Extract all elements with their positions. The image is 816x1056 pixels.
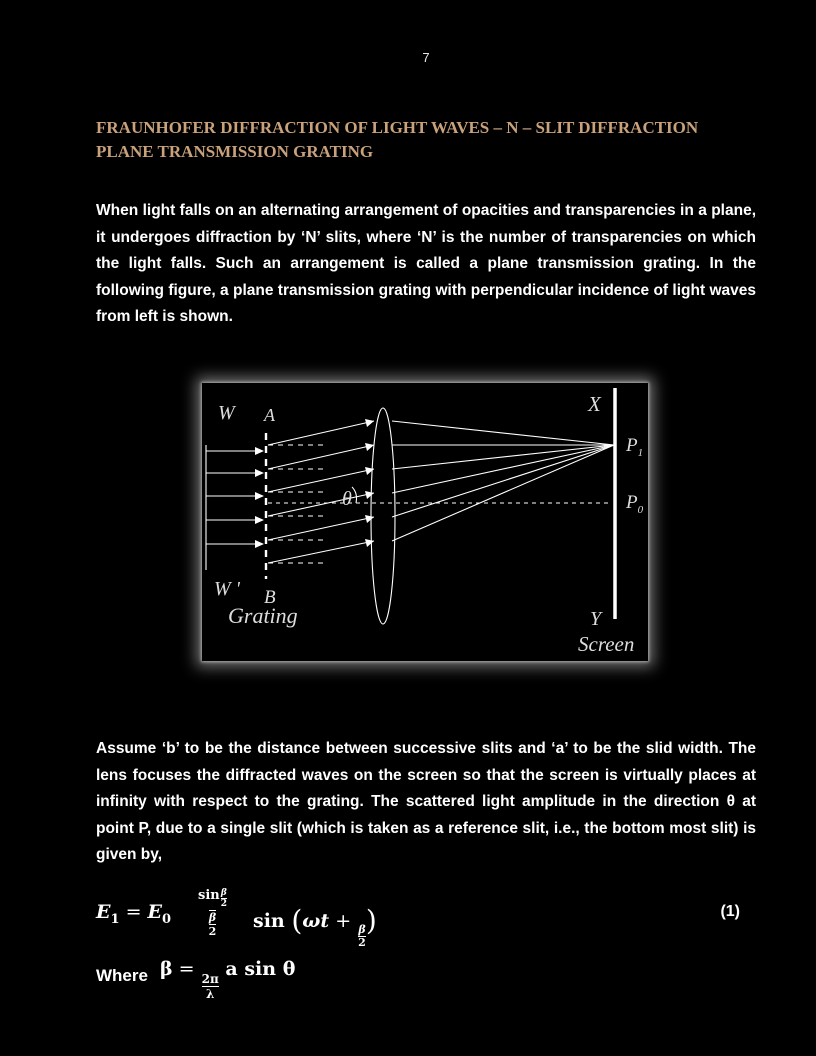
intro-paragraph: When light falls on an alternating arrangement of opacities and transparencies in a plane, it undergoes diffraction by ‘N’ slits, where ‘N’ is the number of transparencies on which the light falls. Such an arrangement is called a plane transmission grating. In the following figure, a plane transmission grating with perpendicular incidence of light waves from left is shown.: [96, 202, 756, 325]
label-p1-sub: 1: [637, 447, 644, 459]
equation-1: [96, 885, 756, 949]
def-equals: =: [172, 958, 201, 980]
label-p1-main: P: [626, 435, 638, 456]
frac-den-two: 2: [208, 925, 217, 938]
grating-diagram: [202, 383, 648, 661]
label-p1: [625, 435, 643, 459]
label-a: A: [264, 405, 275, 425]
eq-beta-half: [358, 924, 366, 949]
eq-sub-0: 0: [162, 911, 172, 927]
label-theta: θ: [342, 488, 352, 510]
eq-beta-half-den: 2: [358, 936, 366, 949]
heading-line-2: PLANE TRANSMISSION GRATING: [96, 142, 374, 161]
label-w-prime: W ': [214, 578, 240, 600]
def-sin: sin: [244, 958, 277, 980]
eq-omega-t: ωt: [302, 910, 330, 932]
frac-mini-two: 2: [220, 899, 227, 909]
eq-equals: =: [119, 901, 148, 923]
def-lambda: λ: [205, 987, 215, 1001]
label-screen: Screen: [578, 632, 635, 656]
equation-number: (1): [720, 903, 740, 920]
def-two-pi: 2π: [201, 972, 219, 986]
def-a: a: [225, 958, 238, 980]
label-b: B: [264, 587, 276, 608]
frac-mini-beta: β: [220, 888, 227, 898]
frac-mini: [221, 888, 227, 909]
assumption-paragraph: Assume ‘b’ to be the distance between successive slits and ‘a’ to be the slid width. The lens focuses the diffracted waves on the screen so that the screen is virtually places at infinity with respect to the grating. The scattered light amplitude in the direction θ at point P, due to a single slit (which is taken as a reference slit, i.e., the bottom most slit) is given by,: [96, 740, 756, 863]
eq-sin: sin: [253, 910, 285, 932]
def-beta: β: [160, 958, 173, 980]
eq-var-e1: E: [96, 901, 111, 923]
sinc-fraction: [196, 888, 229, 938]
label-p0-sub: 0: [637, 504, 644, 516]
beta-formula: [160, 958, 295, 1001]
page-number: 7: [422, 50, 430, 65]
label-x: X: [588, 392, 601, 416]
label-p0-main: P: [626, 492, 638, 513]
section-heading: [96, 116, 756, 164]
equation-1-lhs: [96, 901, 171, 927]
convex-lens: [371, 408, 395, 624]
heading-line-1: FRAUNHOFER DIFFRACTION OF LIGHT WAVES – N – SLIT DIFFRACTION: [96, 118, 699, 137]
eq-sub-1: 1: [110, 911, 120, 927]
frac-sin: sin: [198, 888, 220, 903]
eq-var-e0: E: [147, 901, 163, 923]
equation-1-sine: sin (ωt + $\frac{\beta}{2}$ ): [253, 904, 377, 949]
label-w: W: [218, 402, 235, 424]
label-y: Y: [590, 608, 602, 630]
def-fraction: [202, 972, 219, 1001]
frac-den-beta: β: [208, 911, 217, 924]
angle-arc: [352, 487, 357, 503]
label-p0: [625, 492, 644, 516]
focused-rays: [392, 421, 614, 541]
where-label: Where: [96, 966, 148, 985]
label-grating: Grating: [228, 603, 298, 628]
eq-beta-half-num: β: [358, 923, 366, 936]
incoming-rays: [206, 451, 258, 544]
def-theta: θ: [282, 958, 296, 980]
eq-plus: +: [329, 910, 358, 932]
